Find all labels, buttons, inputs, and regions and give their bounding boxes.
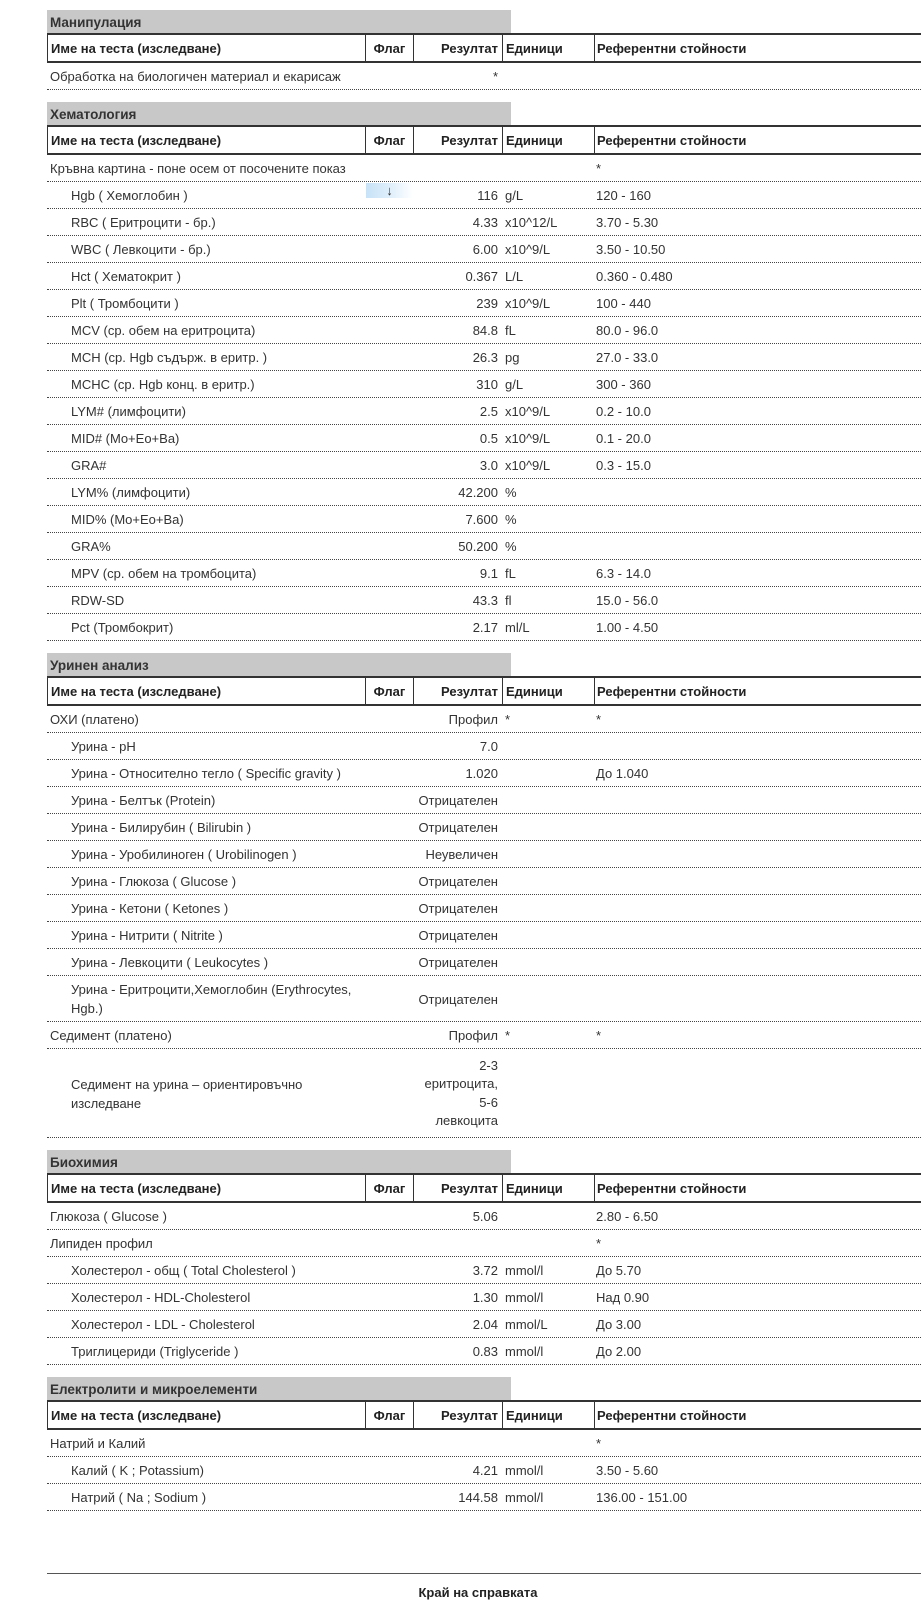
column-header-name: Име на теста (изследване) [47,35,366,61]
test-name: Калий ( K ; Potassium) [71,1463,204,1478]
table-row [47,479,921,506]
result-value: * [492,69,498,84]
column-header-name: Име на теста (изследване) [47,127,366,153]
section-title: Биохимия [47,1150,511,1173]
result-value: Отрицателен [418,820,498,835]
reference-range: 120 - 160 [596,188,651,203]
section-title: Манипулация [47,10,511,33]
units-value: % [505,485,517,500]
table-row [47,706,921,733]
test-name: Седимент на урина – ориентировъчно изследване [71,1076,303,1111]
table-row [47,895,921,922]
table-header [47,33,921,63]
section [47,1150,921,1365]
table-row [47,506,921,533]
reference-range: 0.360 - 0.480 [596,269,673,284]
table-row [47,290,921,317]
column-header-flag: Флаг [366,35,414,61]
result-value: Неувеличен [425,847,498,862]
table-header [47,125,921,155]
test-name: Plt ( Тромбоцити ) [71,296,179,311]
test-name: MID# (Mo+Eo+Ba) [71,431,180,446]
table-row [47,1430,921,1457]
table-row [47,1484,921,1511]
reference-range: До 3.00 [596,1317,642,1332]
table-row [47,922,921,949]
table-row [47,452,921,479]
table-row [47,398,921,425]
reference-range: * [596,1236,602,1251]
section-title: Електролити и микроелементи [47,1377,511,1400]
column-header-result: Резултат [414,1175,503,1201]
test-name: Урина - Еритроцити,Хемоглобин (Erythrocytes, Hgb.) [71,982,352,1016]
section [47,653,921,1138]
reference-range: 100 - 440 [596,296,651,311]
table-row [47,560,921,587]
table-row [47,1284,921,1311]
test-name: Липиден профил [50,1236,153,1251]
reference-range: * [596,1028,602,1043]
column-header-reference: Референтни стойности [597,1180,747,1196]
result-value: Отрицателен [418,955,498,970]
end-of-report-text: Край на справката [418,1585,538,1600]
units-value: mmol/l [505,1290,544,1305]
reference-range: 0.1 - 20.0 [596,431,651,446]
result-value [413,1055,502,1133]
reference-range: Над 0.90 [596,1290,650,1305]
result-value: 3.0 [479,458,498,473]
table-row [47,949,921,976]
test-name: Холестерол - LDL - Cholesterol [71,1317,255,1332]
test-name: Натрий ( Na ; Sodium ) [71,1490,207,1505]
result-value: 43.3 [472,593,498,608]
result-value: Отрицателен [418,991,498,1007]
table-row [47,1338,921,1365]
result-value: Отрицателен [418,874,498,889]
test-name: Холестерол - HDL-Cholesterol [71,1290,251,1305]
result-value: 239 [476,296,498,311]
reference-range: 1.00 - 4.50 [596,620,659,635]
result-value: 7.600 [465,512,498,527]
reference-range: * [596,712,602,727]
table-row [47,182,921,209]
units-value: * [505,712,511,727]
table-row [47,63,921,90]
units-value: mmol/l [505,1463,544,1478]
column-header-flag: Флаг [366,678,414,704]
units-value: x10^12/L [505,215,558,230]
table-row [47,587,921,614]
table-row [47,371,921,398]
reference-range: * [596,161,602,176]
column-header-reference: Референтни стойности [597,40,747,56]
test-name: Hgb ( Хемоглобин ) [71,188,188,203]
result-value: Отрицателен [418,901,498,916]
test-name: MCH (ср. Hgb съдърж. в еритр. ) [71,350,268,365]
result-value: 2.04 [472,1317,498,1332]
test-name: Pct (Тромбокрит) [71,620,174,635]
test-name: ОХИ (платено) [50,712,139,727]
test-name: Урина - Билирубин ( Bilirubin ) [71,820,252,835]
test-name: Глюкоза ( Glucose ) [50,1209,167,1224]
result-line: левкоцита [435,1113,498,1128]
table-row [47,425,921,452]
result-value: 5.06 [472,1209,498,1224]
test-name: Седимент (платено) [50,1028,172,1043]
section [47,102,921,641]
column-header-units: Единици [503,1175,595,1201]
test-name: Обработка на биологичен материал и екарисаж [50,69,341,84]
table-row [47,533,921,560]
units-value: x10^9/L [505,242,551,257]
reference-range: 2.80 - 6.50 [596,1209,659,1224]
result-value: 116 [477,188,498,203]
column-header-flag: Флаг [366,1402,414,1428]
column-header-units: Единици [503,127,595,153]
result-value: 42.200 [458,485,498,500]
table-row [47,841,921,868]
units-value: fL [505,566,516,581]
table-row [47,868,921,895]
column-header-result: Резултат [414,127,503,153]
reference-range: 3.50 - 10.50 [596,242,666,257]
units-value: g/L [505,188,524,203]
units-value: fL [505,323,516,338]
result-value: 6.00 [472,242,498,257]
test-name: Урина - Белтък (Protein) [71,793,216,808]
test-name: MCV (ср. обем на еритроцита) [71,323,256,338]
table-row [47,733,921,760]
result-value: Отрицателен [418,928,498,943]
table-row [47,209,921,236]
column-header-result: Резултат [414,1402,503,1428]
units-value: mmol/L [505,1317,548,1332]
units-value: mmol/l [505,1263,544,1278]
units-value: mmol/l [505,1344,544,1359]
column-header-result: Резултат [414,35,503,61]
reference-range: 27.0 - 33.0 [596,350,659,365]
flag-low-arrow-icon: ↓ [366,183,413,198]
units-value: ml/L [505,620,530,635]
footer-divider [47,1573,921,1574]
units-value: x10^9/L [505,431,551,446]
result-value: 50.200 [458,539,498,554]
reference-range: * [596,1436,602,1451]
units-value: x10^9/L [505,296,551,311]
units-value: % [505,539,517,554]
test-name: Урина - Нитрити ( Nitrite ) [71,928,223,943]
test-name: RDW-SD [71,593,125,608]
result-value: 2.5 [479,404,498,419]
table-row [47,1257,921,1284]
table-row [47,787,921,814]
result-value: Отрицателен [418,793,498,808]
result-value: 26.3 [472,350,498,365]
column-header-result: Резултат [414,678,503,704]
table-row [47,760,921,787]
table-row [47,317,921,344]
result-value: Профил [448,712,498,727]
table-row [47,1022,921,1049]
result-value: Профил [448,1028,498,1043]
table-row [47,1311,921,1338]
units-value: mmol/l [505,1490,544,1505]
reference-range: До 1.040 [596,766,649,781]
test-name: GRA# [71,458,107,473]
table-row [47,814,921,841]
result-value: 84.8 [472,323,498,338]
test-name: WBC ( Левкоцити - бр.) [71,242,211,257]
result-value: 4.33 [472,215,498,230]
units-value: pg [505,350,520,365]
result-value: 4.21 [472,1463,498,1478]
table-row [47,614,921,641]
reference-range: 15.0 - 56.0 [596,593,659,608]
test-name: Урина - Кетони ( Ketones ) [71,901,229,916]
result-value: 0.5 [479,431,498,446]
column-header-name: Име на теста (изследване) [47,678,366,704]
reference-range: До 2.00 [596,1344,642,1359]
result-value: 1.020 [465,766,498,781]
reference-range: 300 - 360 [596,377,651,392]
table-header [47,676,921,706]
test-name: Урина - Левкоцити ( Leukocytes ) [71,955,269,970]
test-name: MPV (ср. обем на тромбоцита) [71,566,257,581]
column-header-reference: Референтни стойности [597,683,747,699]
section [47,10,921,90]
result-value: 310 [476,377,498,392]
test-name: RBC ( Еритроцити - бр.) [71,215,216,230]
column-header-units: Единици [503,678,595,704]
test-name: Кръвна картина - поне осем от посочените показ [50,161,346,176]
column-header-flag: Флаг [366,1175,414,1201]
result-value: 2.17 [472,620,498,635]
reference-range: 3.70 - 5.30 [596,215,659,230]
column-header-name: Име на теста (изследване) [47,1402,366,1428]
reference-range: До 5.70 [596,1263,642,1278]
result-line: 5-6 [479,1094,498,1110]
reference-range: 136.00 - 151.00 [596,1490,688,1505]
column-header-flag: Флаг [366,127,414,153]
section-gap [47,90,921,102]
test-name: Урина - Относително тегло ( Specific gravity ) [71,766,341,781]
test-name: Триглицериди (Triglyceride ) [71,1344,239,1359]
units-value: x10^9/L [505,458,551,473]
test-name: Урина - Уробилиноген ( Urobilinogen ) [71,847,297,862]
result-value: 3.72 [472,1263,498,1278]
table-row [47,236,921,263]
test-name: MCHC (ср. Hgb конц. в еритр.) [71,377,255,392]
column-header-units: Единици [503,35,595,61]
section-title: Уринен анализ [47,653,511,676]
result-line: 2-3 [479,1057,498,1073]
table-row [47,155,921,182]
result-value: 7.0 [479,739,498,754]
units-value: fl [505,593,512,608]
result-value: 144.58 [458,1490,498,1505]
reference-range: 6.3 - 14.0 [596,566,651,581]
section-gap [47,641,921,653]
units-value: * [505,1028,511,1043]
reference-range: 0.2 - 10.0 [596,404,651,419]
table-row [47,1049,921,1138]
test-name: LYM# (лимфоцити) [71,404,186,419]
units-value: L/L [505,269,524,284]
result-value: 1.30 [472,1290,498,1305]
units-value: x10^9/L [505,404,551,419]
reference-range: 80.0 - 96.0 [596,323,659,338]
result-value: 9.1 [479,566,498,581]
test-name: Натрий и Калий [50,1436,146,1451]
table-row [47,344,921,371]
result-value: 0.83 [472,1344,498,1359]
test-name: Урина - Глюкоза ( Glucose ) [71,874,237,889]
reference-range: 0.3 - 15.0 [596,458,651,473]
result-value: 0.367 [465,269,498,284]
test-name: Урина - pH [71,739,136,754]
table-row [47,976,921,1022]
section-gap [47,1365,921,1377]
column-header-reference: Референтни стойности [597,132,747,148]
table-header [47,1173,921,1203]
table-row [47,263,921,290]
test-name: MID% (Mo+Eo+Ba) [71,512,184,527]
column-header-units: Единици [503,1402,595,1428]
column-header-name: Име на теста (изследване) [47,1175,366,1201]
table-row [47,1230,921,1257]
table-row [47,1457,921,1484]
column-header-reference: Референтни стойности [597,1407,747,1423]
units-value: % [505,512,517,527]
section-title: Хематология [47,102,511,125]
units-value: g/L [505,377,524,392]
result-line: еритроцита, [424,1076,498,1091]
test-name: GRA% [71,539,111,554]
section-gap [47,1138,921,1150]
test-name: Холестерол - общ ( Total Cholesterol ) [71,1263,296,1278]
table-header [47,1400,921,1430]
lab-report [47,10,921,1511]
table-row [47,1203,921,1230]
section [47,1377,921,1511]
test-name: Hct ( Хематокрит ) [71,269,181,284]
reference-range: 3.50 - 5.60 [596,1463,659,1478]
test-name: LYM% (лимфоцити) [71,485,191,500]
